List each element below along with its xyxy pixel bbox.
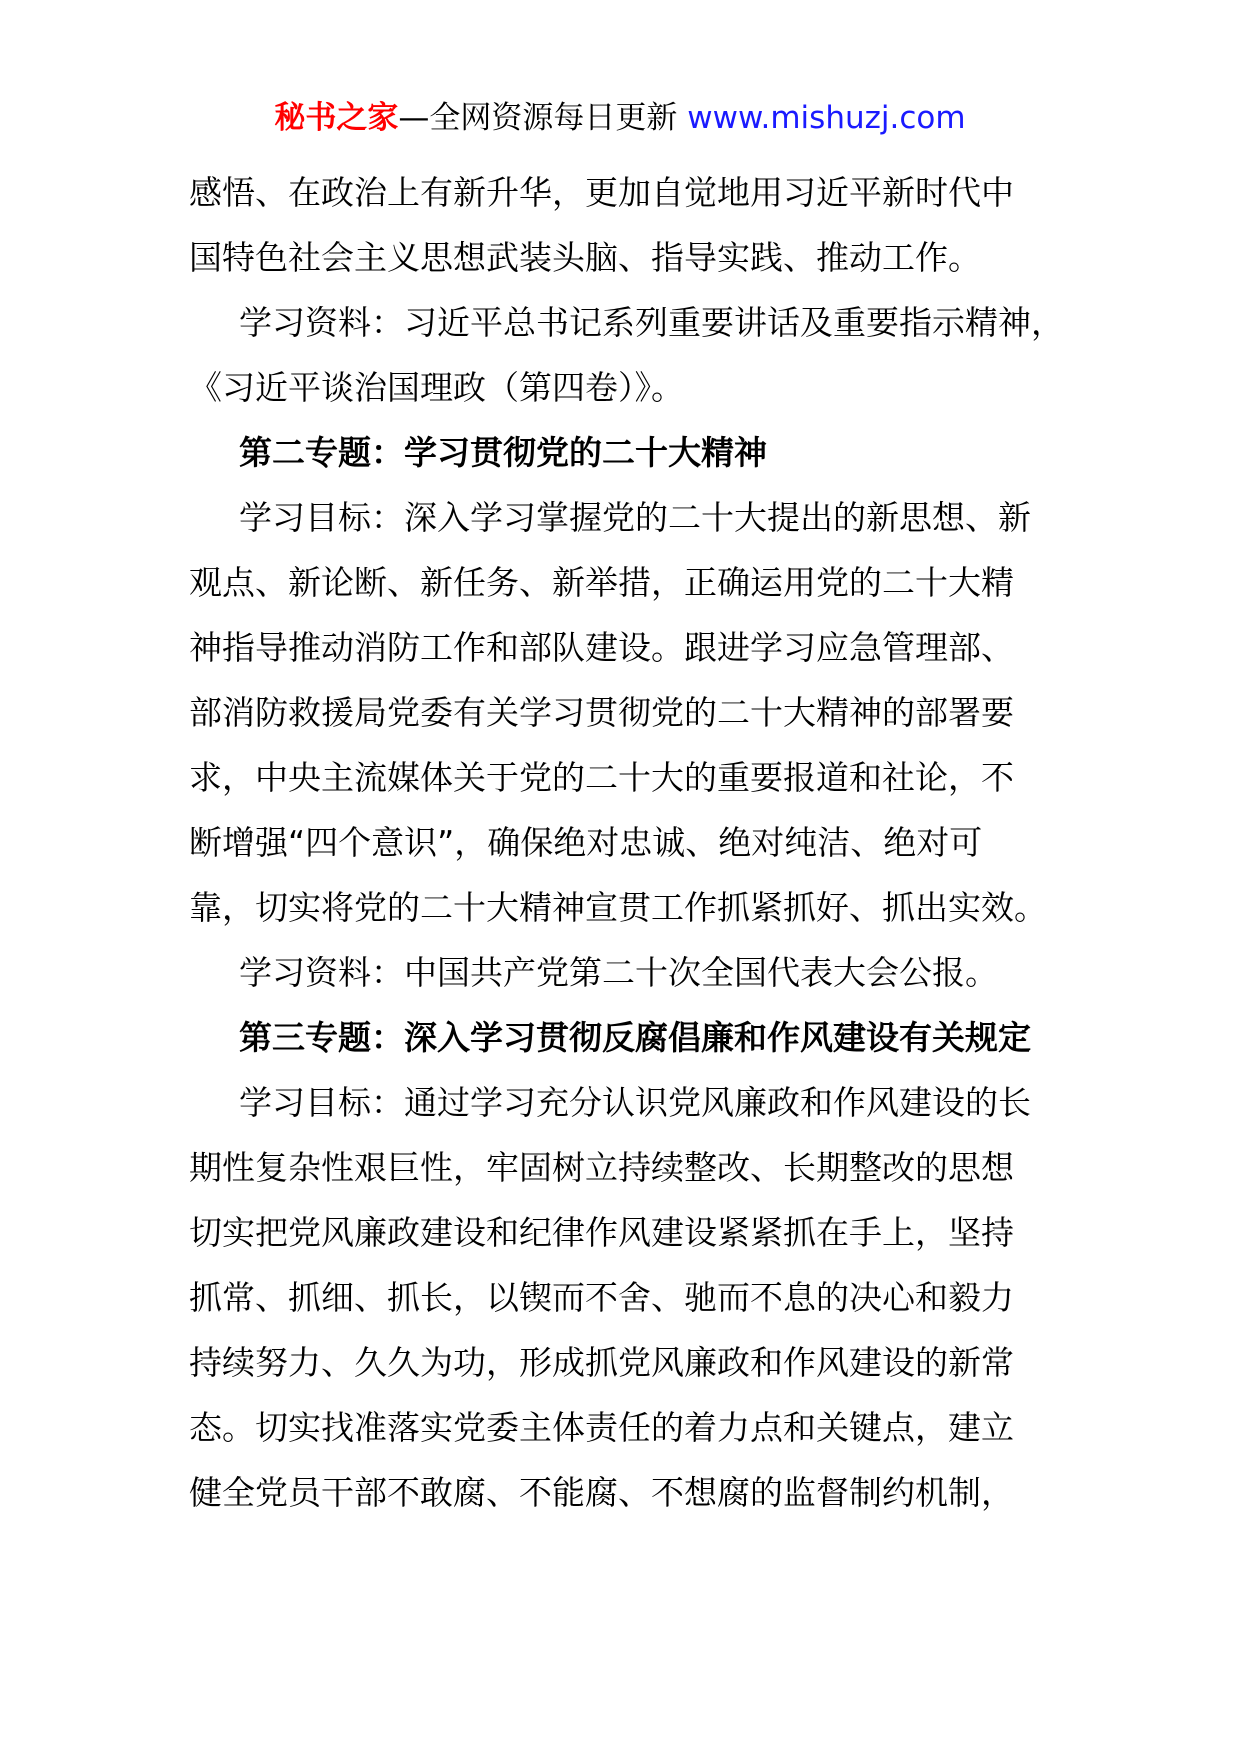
text-line: 态。切实找准落实党委主体责任的着力点和关键点，建立 [189, 1408, 1014, 1447]
text-line: 国特色社会主义思想武装头脑、指导实践、推动工作。 [189, 238, 981, 277]
text-line: 神指导推动消防工作和部队建设。跟进学习应急管理部、 [189, 628, 1014, 667]
header-tagline: —全网资源每日更新 [398, 100, 688, 136]
site-url-link[interactable]: www.mishuzj.com [687, 100, 966, 136]
text-line: 健全党员干部不敢腐、不能腐、不想腐的监督制约机制， [189, 1473, 1014, 1512]
text-line: 断增强“四个意识”，确保绝对忠诚、绝对纯洁、绝对可 [189, 823, 983, 862]
section-heading: 第二专题：学习贯彻党的二十大精神 [239, 433, 767, 472]
text-line: 持续努力、久久为功，形成抓党风廉政和作风建设的新常 [189, 1343, 1014, 1382]
text-line: 部消防救援局党委有关学习贯彻党的二十大精神的部署要 [189, 693, 1014, 732]
text-line: 求，中央主流媒体关于党的二十大的重要报道和社论，不 [189, 758, 1014, 797]
text-line: 靠，切实将党的二十大精神宣贯工作抓紧抓好、抓出实效。 [189, 888, 1047, 927]
text-line: 学习目标：深入学习掌握党的二十大提出的新思想、新 [239, 498, 1031, 537]
document-body [189, 160, 1089, 1525]
text-line: 学习资料：习近平总书记系列重要讲话及重要指示精神， [239, 303, 1064, 342]
text-line: 《习近平谈治国理政（第四卷）》。 [189, 368, 684, 407]
text-line: 期性复杂性艰巨性，牢固树立持续整改、长期整改的思想 [189, 1148, 1014, 1187]
brand-name: 秘书之家 [274, 100, 399, 136]
text-line: 观点、新论断、新任务、新举措，正确运用党的二十大精 [189, 563, 1014, 602]
text-line: 感悟、在政治上有新升华，更加自觉地用习近平新时代中 [189, 173, 1014, 212]
section-heading: 第三专题：深入学习贯彻反腐倡廉和作风建设有关规定 [239, 1018, 1031, 1057]
text-line: 切实把党风廉政建设和纪律作风建设紧紧抓在手上，坚持 [189, 1213, 1014, 1252]
text-line: 学习资料：中国共产党第二十次全国代表大会公报。 [239, 953, 998, 992]
text-line: 学习目标：通过学习充分认识党风廉政和作风建设的长 [239, 1083, 1031, 1122]
site-header [0, 96, 1240, 140]
text-line: 抓常、抓细、抓长，以锲而不舍、驰而不息的决心和毅力 [189, 1278, 1014, 1317]
